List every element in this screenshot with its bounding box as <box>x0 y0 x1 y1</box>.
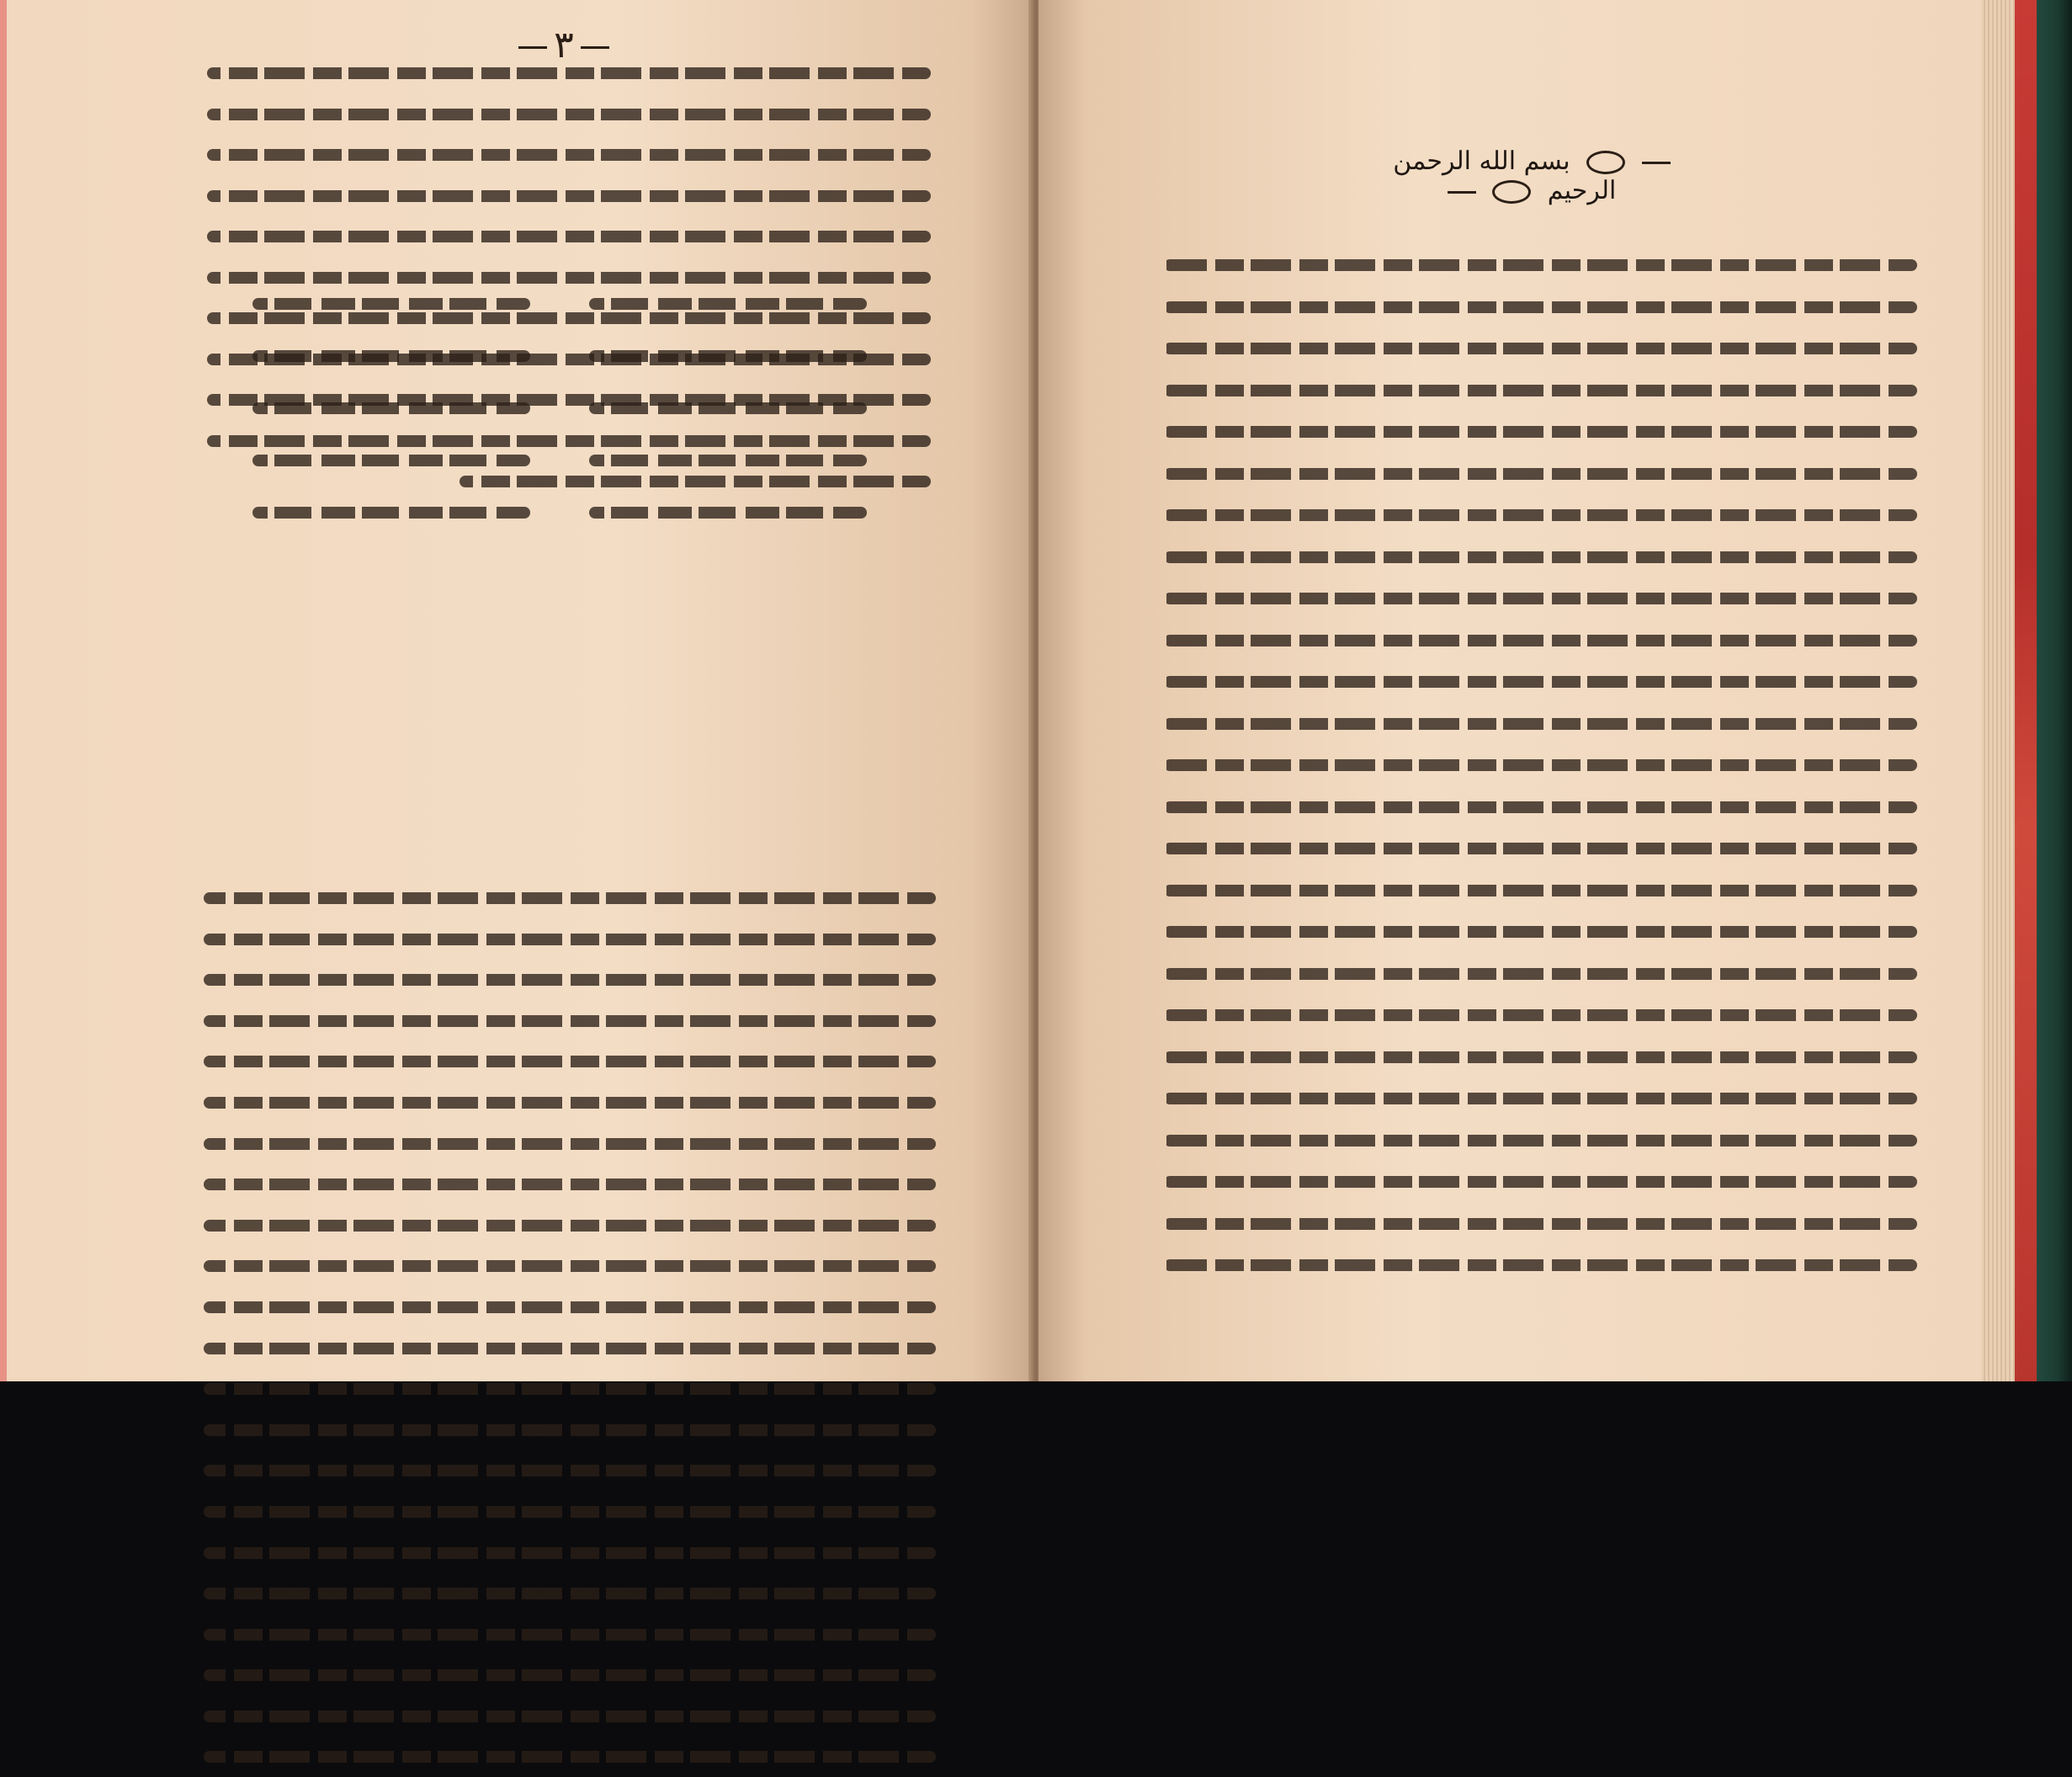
text-line <box>195 1163 936 1205</box>
handwritten-ink-stroke <box>1164 301 1917 313</box>
text-line <box>1160 370 1917 412</box>
text-line <box>195 1695 936 1737</box>
verse-row <box>252 382 867 434</box>
verse-row <box>252 278 867 330</box>
text-line <box>195 1000 936 1041</box>
text-line <box>1160 1244 1917 1286</box>
text-line <box>195 1409 936 1450</box>
verse-block <box>252 278 867 539</box>
text-line <box>195 1654 936 1695</box>
text-line <box>1160 827 1917 870</box>
handwritten-ink-stroke <box>204 1424 936 1436</box>
handwritten-ink-stroke <box>204 892 936 904</box>
handwritten-ink-stroke <box>1164 801 1917 813</box>
text-line <box>1160 661 1917 703</box>
handwritten-ink-stroke <box>1164 1135 1917 1147</box>
handwritten-ink-stroke <box>1164 1259 1917 1271</box>
handwritten-ink-stroke <box>204 1669 936 1681</box>
left-page-edge <box>0 0 7 1381</box>
handwritten-ink-stroke <box>204 1547 936 1559</box>
verse-hemistich-left <box>252 298 530 310</box>
text-line <box>199 52 931 93</box>
handwritten-ink-stroke <box>207 109 931 120</box>
handwritten-ink-stroke <box>204 1260 936 1272</box>
left-page-lower-body <box>195 877 936 1777</box>
text-line <box>195 1736 936 1777</box>
text-line <box>199 93 931 135</box>
text-line <box>1160 911 1917 953</box>
handwritten-ink-stroke <box>204 1629 936 1641</box>
text-line <box>195 959 936 1000</box>
handwritten-ink-stroke <box>207 231 931 242</box>
text-line <box>1160 1077 1917 1120</box>
text-line <box>1160 536 1917 578</box>
text-line <box>1160 577 1917 620</box>
verse-hemistich-right <box>589 350 867 362</box>
handwritten-ink-stroke <box>204 1465 936 1476</box>
text-line <box>1160 703 1917 745</box>
text-line <box>1160 327 1917 370</box>
handwritten-ink-stroke <box>204 1751 936 1763</box>
verse-row <box>252 330 867 382</box>
text-line <box>1160 1036 1917 1078</box>
handwritten-ink-stroke <box>1164 593 1917 604</box>
handwritten-ink-stroke <box>1164 509 1917 521</box>
handwritten-ink-stroke <box>204 1138 936 1150</box>
handwritten-ink-stroke <box>204 1301 936 1313</box>
text-line <box>195 1572 936 1614</box>
text-line <box>1160 786 1917 828</box>
handwritten-ink-stroke <box>1164 843 1917 854</box>
heading-rule-left <box>1642 162 1671 164</box>
verse-hemistich-left <box>252 402 530 414</box>
verse-hemistich-right <box>589 402 867 414</box>
text-line <box>1160 411 1917 453</box>
text-line <box>1160 453 1917 495</box>
page-number: ٣ <box>505 24 623 67</box>
verse-row <box>252 487 867 539</box>
handwritten-ink-stroke <box>204 934 936 945</box>
handwritten-ink-stroke <box>1164 759 1917 771</box>
handwritten-ink-stroke <box>207 190 931 202</box>
handwritten-ink-stroke <box>1164 385 1917 396</box>
text-line <box>1160 494 1917 536</box>
handwritten-ink-stroke <box>204 1506 936 1518</box>
verse-hemistich-left <box>252 350 530 362</box>
right-page-body <box>1160 244 1917 1286</box>
handwritten-ink-stroke <box>207 149 931 161</box>
text-line <box>195 1491 936 1532</box>
handwritten-ink-stroke <box>204 1220 936 1232</box>
handwritten-ink-stroke <box>1164 926 1917 938</box>
cover-green-binding <box>2037 0 2072 1381</box>
heading-ornament-left <box>1586 151 1625 174</box>
text-line <box>199 134 931 175</box>
text-line <box>1160 620 1917 662</box>
text-line <box>1160 953 1917 995</box>
verse-hemistich-left <box>252 507 530 519</box>
verse-hemistich-right <box>589 298 867 310</box>
handwritten-ink-stroke <box>1164 635 1917 646</box>
handwritten-ink-stroke <box>1164 468 1917 480</box>
handwritten-ink-stroke <box>1164 676 1917 688</box>
cover-red-edge <box>2015 0 2037 1381</box>
text-line <box>195 877 936 918</box>
heading-ornament-right <box>1492 180 1531 204</box>
text-line <box>195 1286 936 1327</box>
text-line <box>1160 286 1917 328</box>
page-block-edge <box>1981 0 2015 1381</box>
text-line <box>195 1245 936 1286</box>
basmala-heading <box>1363 146 1700 205</box>
heading-text: بسم الله الرحمن الرحيم <box>1393 146 1617 205</box>
handwritten-ink-stroke <box>1164 551 1917 563</box>
handwritten-ink-stroke <box>204 1178 936 1190</box>
text-line <box>195 1614 936 1655</box>
text-line <box>1160 1161 1917 1203</box>
handwritten-ink-stroke <box>1164 968 1917 980</box>
text-line <box>195 1040 936 1082</box>
handwritten-ink-stroke <box>204 1588 936 1599</box>
handwritten-ink-stroke <box>1164 1176 1917 1188</box>
handwritten-ink-stroke <box>204 1097 936 1109</box>
text-line <box>195 918 936 960</box>
text-line <box>195 1205 936 1246</box>
handwritten-ink-stroke <box>1164 718 1917 730</box>
handwritten-ink-stroke <box>204 1015 936 1027</box>
handwritten-ink-stroke <box>204 1056 936 1067</box>
handwritten-ink-stroke <box>1164 1218 1917 1230</box>
handwritten-ink-stroke <box>1164 426 1917 438</box>
text-line <box>1160 244 1917 286</box>
text-line <box>199 175 931 216</box>
handwritten-ink-stroke <box>1164 259 1917 271</box>
text-line <box>1160 870 1917 912</box>
verse-hemistich-right <box>589 455 867 466</box>
text-line <box>199 215 931 257</box>
text-line <box>195 1450 936 1491</box>
text-line <box>195 1082 936 1123</box>
handwritten-ink-stroke <box>204 1343 936 1354</box>
text-line <box>1160 1203 1917 1245</box>
handwritten-ink-stroke <box>1164 1009 1917 1021</box>
verse-row <box>252 434 867 487</box>
text-line <box>195 1368 936 1409</box>
text-line <box>1160 1120 1917 1162</box>
text-line <box>1160 744 1917 786</box>
verse-hemistich-right <box>589 507 867 519</box>
handwritten-ink-stroke <box>1164 1051 1917 1063</box>
handwritten-ink-stroke <box>204 974 936 986</box>
handwritten-ink-stroke <box>204 1383 936 1395</box>
text-line <box>1160 994 1917 1036</box>
handwritten-ink-stroke <box>1164 1093 1917 1104</box>
heading-rule-right <box>1448 191 1476 194</box>
handwritten-ink-stroke <box>1164 343 1917 354</box>
handwritten-ink-stroke <box>1164 885 1917 896</box>
verse-hemistich-left <box>252 455 530 466</box>
handwritten-ink-stroke <box>204 1710 936 1722</box>
handwritten-ink-stroke <box>207 67 931 79</box>
text-line <box>195 1327 936 1369</box>
text-line <box>195 1532 936 1573</box>
text-line <box>195 1123 936 1164</box>
